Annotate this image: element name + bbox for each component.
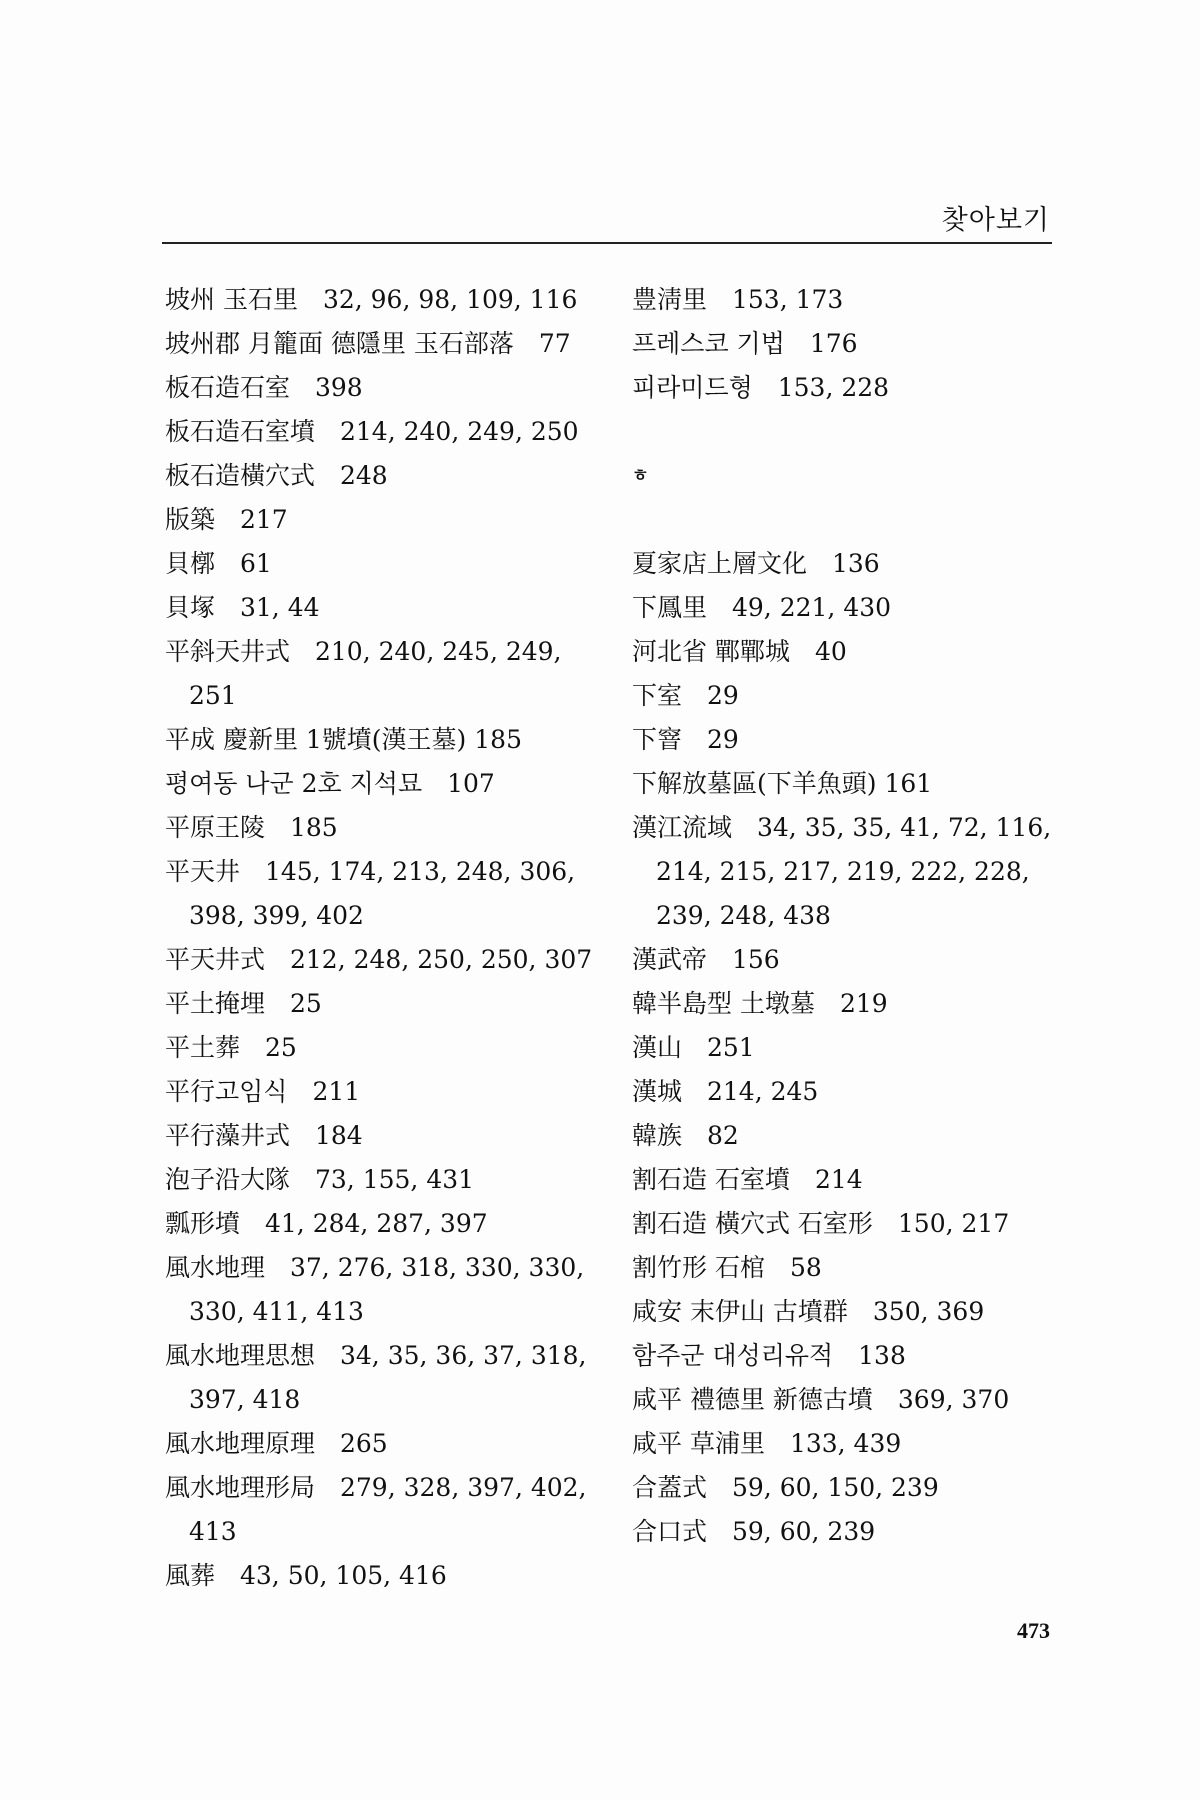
index-entry: 泡子沿大隊 73, 155, 431 [165, 1165, 475, 1194]
index-entry: 風葬 43, 50, 105, 416 [165, 1561, 447, 1590]
index-entry: 漢城 214, 245 [632, 1077, 819, 1106]
index-entry: 平行고임식 211 [165, 1077, 361, 1106]
index-entry: 平成 慶新里 1號墳(漢王墓) 185 [165, 725, 522, 754]
index-entry: 平天井 145, 174, 213, 248, 306, 398, 399, 402 [165, 857, 576, 930]
index-entry: 韓族 82 [632, 1121, 739, 1150]
index-entry: 瓢形墳 41, 284, 287, 397 [165, 1209, 488, 1238]
index-entry: 夏家店上層文化 136 [632, 549, 880, 578]
index-entry: 割石造 橫穴式 石室形 150, 217 [632, 1209, 1010, 1238]
index-entry: 坡州郡 月籠面 德隱里 玉石部落 77 [165, 329, 571, 358]
index-entry: 貝槨 61 [165, 549, 272, 578]
index-entry: 下室 29 [632, 681, 739, 710]
index-entry: 割竹形 石棺 58 [632, 1253, 822, 1282]
index-entry: 平天井式 212, 248, 250, 250, 307 [165, 945, 593, 974]
index-entry: 下鳳里 49, 221, 430 [632, 593, 892, 622]
index-entry: 合蓋式 59, 60, 150, 239 [632, 1473, 939, 1502]
index-entry: 合口式 59, 60, 239 [632, 1517, 876, 1546]
running-header: 찾아보기 [941, 205, 1050, 236]
index-entry: 貝塚 31, 44 [165, 593, 320, 622]
index-entry: 平原王陵 185 [165, 813, 338, 842]
index-entry: 風水地理形局 279, 328, 397, 402, 413 [165, 1473, 587, 1546]
index-entry: 프레스코 기법 176 [632, 329, 858, 358]
index-entry: 平斜天井式 210, 240, 245, 249, 251 [165, 637, 562, 710]
index-entry: 平土掩埋 25 [165, 989, 322, 1018]
index-entry: 漢武帝 156 [632, 945, 780, 974]
index-entry: 板石造橫穴式 248 [165, 461, 388, 490]
index-entry: 平土葬 25 [165, 1033, 297, 1062]
section-heading-letter: ㅎ [632, 466, 649, 486]
page-number: 473 [1017, 1618, 1050, 1643]
index-entry: 平行藻井式 184 [165, 1121, 363, 1150]
index-entry: 風水地理原理 265 [165, 1429, 388, 1458]
index-entry: 坡州 玉石里 32, 96, 98, 109, 116 [165, 285, 578, 314]
index-entry: 豊淸里 153, 173 [632, 285, 844, 314]
index-entry: 피라미드형 153, 228 [632, 373, 890, 402]
index-entry: 板石造石室 398 [165, 373, 363, 402]
index-entry: 咸平 禮德里 新德古墳 369, 370 [632, 1385, 1010, 1414]
index-column-left [165, 278, 605, 1598]
index-entry: 함주군 대성리유적 138 [632, 1341, 906, 1370]
index-entry: 割石造 石室墳 214 [632, 1165, 863, 1194]
index-entry: 板石造石室墳 214, 240, 249, 250 [165, 417, 579, 446]
index-entry: 漢山 251 [632, 1033, 755, 1062]
index-entry: 咸平 草浦里 133, 439 [632, 1429, 902, 1458]
index-entry: 下解放墓區(下羊魚頭) 161 [632, 769, 933, 798]
index-entry: 風水地理 37, 276, 318, 330, 330, 330, 411, 413 [165, 1253, 585, 1326]
index-entry: 河北省 鄲鄲城 40 [632, 637, 847, 666]
index-entry: 평여동 나군 2호 지석묘 107 [165, 769, 495, 798]
index-entry: 下窨 29 [632, 725, 739, 754]
header-rule [162, 242, 1052, 244]
index-entry: 漢江流域 34, 35, 35, 41, 72, 116, 214, 215, 217, 219, 222, 228, 239, 248, 438 [632, 813, 1052, 930]
index-entry: 版築 217 [165, 505, 288, 534]
index-entry: 風水地理思想 34, 35, 36, 37, 318, 397, 418 [165, 1341, 587, 1414]
index-column-right [632, 278, 1072, 1554]
index-entry: 咸安 末伊山 古墳群 350, 369 [632, 1297, 985, 1326]
index-entry: 韓半島型 土墩墓 219 [632, 989, 888, 1018]
